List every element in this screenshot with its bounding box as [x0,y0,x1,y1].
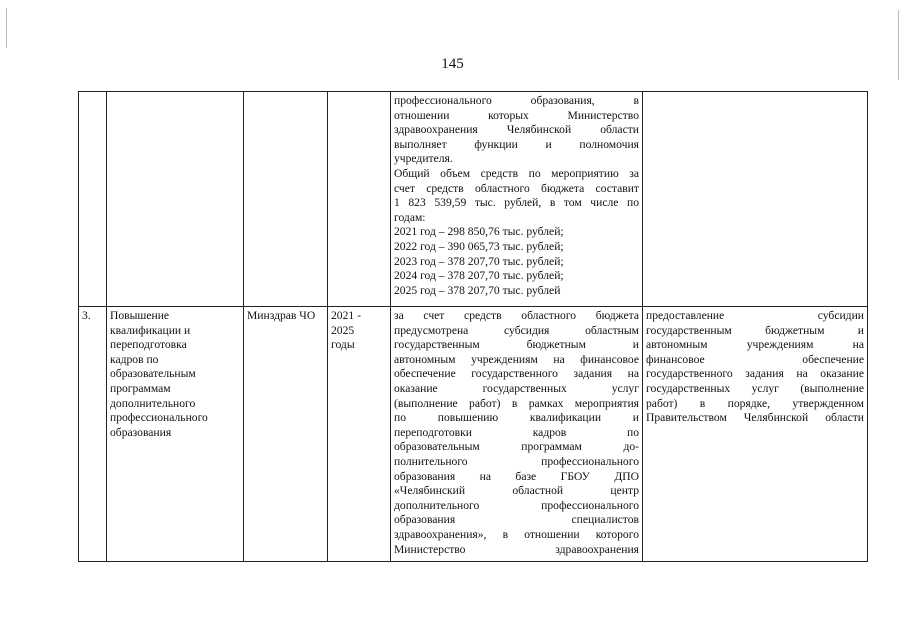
text-line: предоставление субсидии [646,309,864,322]
text-line: 2024 год – 378 207,70 тыс. рублей; [394,269,564,283]
activity-name-cell [107,307,244,562]
text-line: отношении которых Министерство [394,108,639,122]
text-line: 2023 год – 378 207,70 тыс. рублей; [394,254,564,268]
text-line: выполняет функции и полномочия [394,137,639,151]
program-table [78,91,868,562]
text-line: автономным учреждениям на [646,338,864,352]
text-line: 1 823 539,59 тыс. рублей, в том числе по [394,196,639,210]
period-cell [328,307,391,562]
text-line: годы [331,338,355,352]
text-line: «Челябинский областной центр [394,484,639,498]
text-line: 2025 [331,323,355,337]
text-line: по повышению квалификации и [394,411,639,425]
text-line: (выполнение работ) в рамках мероприятия [394,396,639,410]
text-line: 2022 год – 390 065,73 тыс. рублей; [394,239,564,253]
text-line: за счет средств областного бюджета [394,309,639,322]
text-line: переподготовки кадров по [394,425,639,439]
text-line: Общий объем средств по мероприятию за [394,166,639,180]
text-line: образовательным [110,367,196,381]
text-line: образования специалистов [394,513,639,527]
text-line: дополнительного [110,396,196,410]
text-line: Повышение [110,309,170,322]
text-line: здравоохранения Челябинской области [394,123,639,137]
executor-cell: Минздрав ЧО [244,307,328,562]
text-line: финансовое обеспечение [646,352,864,366]
text-line: образования [110,425,172,439]
text-line: профессионального [110,411,208,425]
text-line: 2025 год – 378 207,70 тыс. рублей [394,283,561,297]
text-line: учредителя. [394,152,453,166]
scan-mark-left [6,8,7,48]
text-line: работ) в порядке, утвержденном [646,396,864,410]
text-line: образования на базе ГБОУ ДПО [394,469,639,483]
text-line: государственного задания на оказание [646,367,864,381]
text-line: программам [110,381,171,395]
table-row [79,307,868,562]
description-cell [391,92,643,307]
text-line: годам: [394,210,426,224]
row-number-cell [79,92,107,307]
text-line: Правительством Челябинской области [646,411,864,425]
text-line: полнительного профессионального [394,454,639,468]
table-row [79,92,868,307]
text-line: квалификации и [110,323,191,337]
page-number: 145 [441,56,464,72]
text-line: государственных услуг (выполнение [646,381,864,395]
text-line: дополнительного профессионального [394,498,639,512]
row-number-cell: 3. [79,307,107,562]
text-line: 2021 год – 298 850,76 тыс. рублей; [394,225,564,239]
executor-cell [244,92,328,307]
text-line: 2021 - [331,309,361,322]
text-line: образовательным программам до- [394,440,639,454]
text-line: кадров по [110,352,159,366]
text-line: здравоохранения», в отношении которого [394,527,639,541]
period-cell [328,92,391,307]
description-cell [391,307,643,562]
activity-name-cell [107,92,244,307]
result-cell [643,92,868,307]
text-line: профессионального образования, в [394,94,639,107]
result-cell [643,307,868,562]
text-line: оказание государственных услуг [394,381,639,395]
text-line: переподготовка [110,338,187,352]
text-line: Министерство здравоохранения [394,542,639,556]
text-line: автономным учреждениям на финансовое [394,352,639,366]
text-line: предусмотрена субсидия областным [394,323,639,337]
text-line: государственным бюджетным и [394,338,639,352]
text-line: обеспечение государственного задания на [394,367,639,381]
text-line: государственным бюджетным и [646,323,864,337]
text-line: счет средств областного бюджета составит [394,181,639,195]
